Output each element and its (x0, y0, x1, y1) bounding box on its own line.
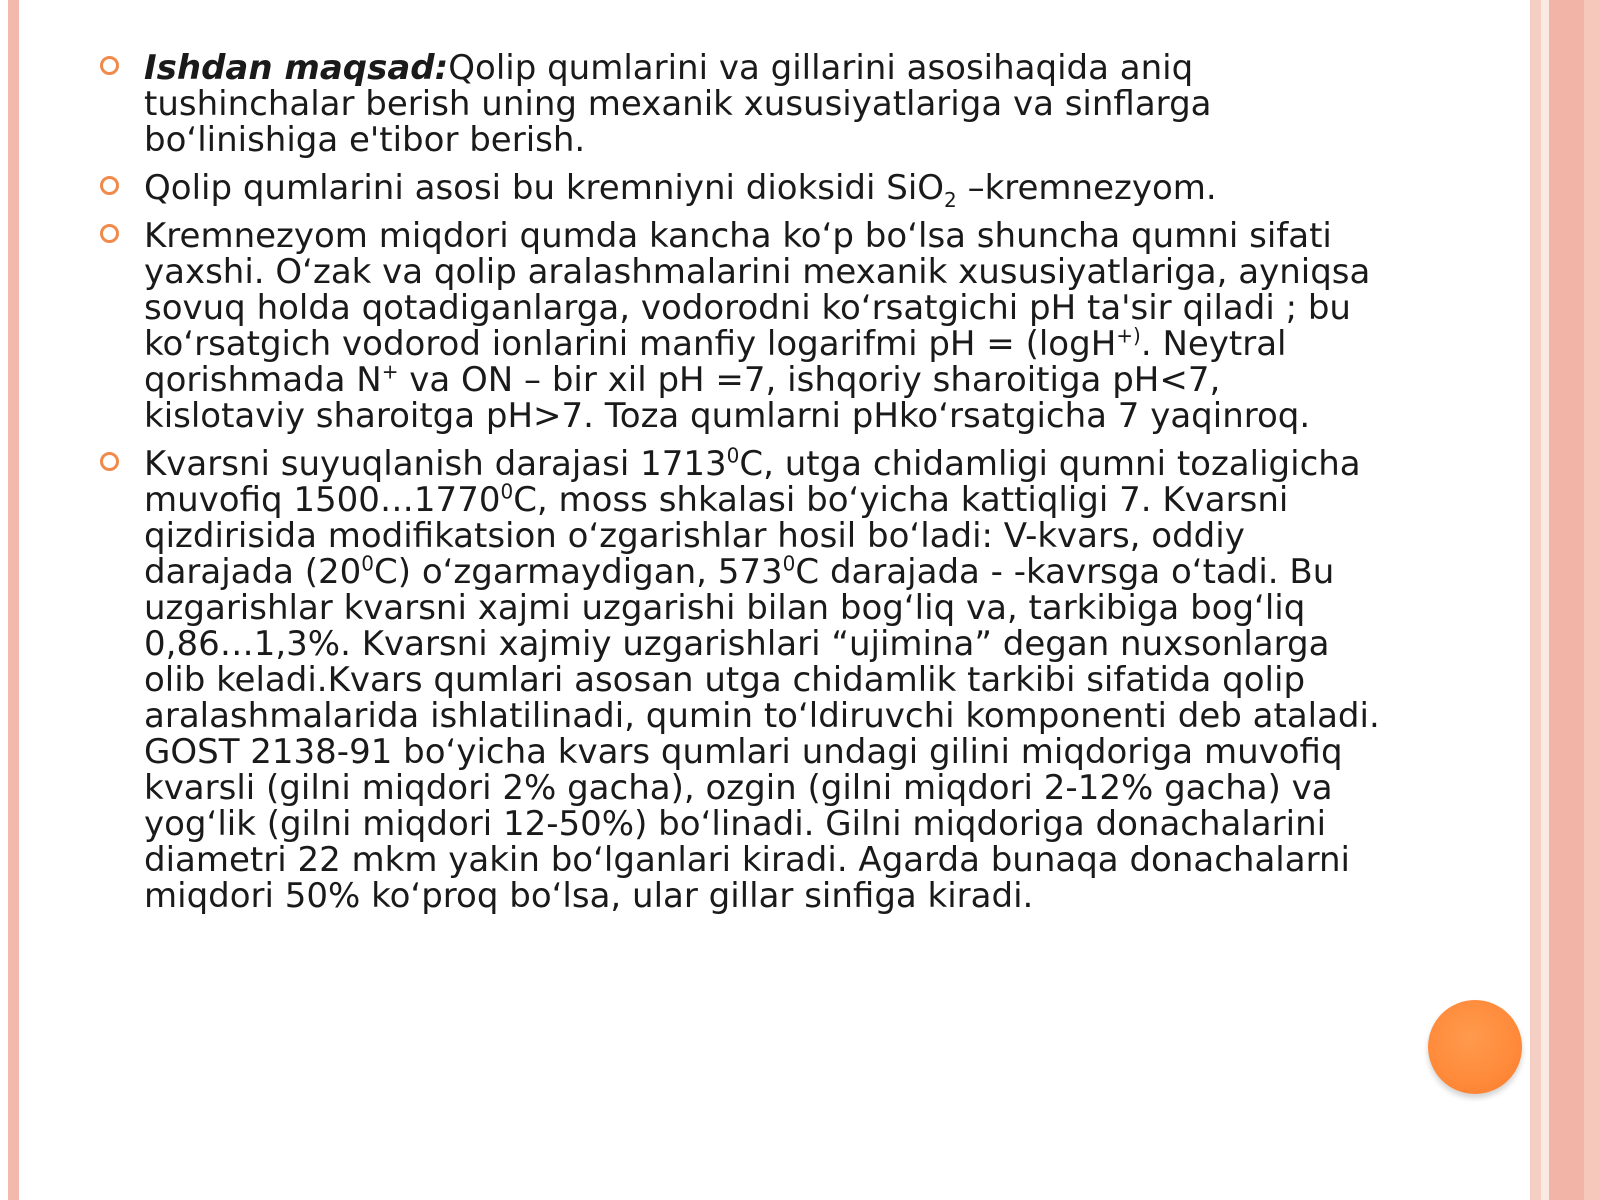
superscript: 0 (782, 551, 796, 576)
right-decor-band (1584, 0, 1600, 1200)
bullet-circle-icon (100, 224, 119, 243)
bullet-circle-icon (100, 176, 119, 195)
bullet-circle-icon (100, 452, 119, 471)
item-label: Ishdan maqsad: (144, 48, 449, 88)
bullet-list (100, 50, 1390, 926)
item-text: va ON – bir xil pH =7, ishqoriy sharoitiga pH<7, kislotaviy sharoitga pH>7. Toza qumlarni pHko‘rsatgicha 7 yaqinroq. (144, 360, 1311, 436)
item-text: Kremnezyom miqdori qumda kancha ko‘p bo‘lsa shuncha qumni sifati yaxshi. O‘zak va qolip aralashmalarini mexanik xususiyatlariga, ayniqsa sovuq holda qotadiganlarga, vodorodni ko‘rsatgichi pH ta'sir qiladi ; bu ko‘rsatgich vodorod ionlarini manfiy logarifmi pH = (logH (144, 216, 1371, 364)
superscript: 0 (500, 479, 514, 504)
bullet-item (100, 168, 1390, 212)
item-text: Qolip qumlarini asosi bu kremniyni dioksidi SiO (144, 168, 945, 208)
superscript: 0 (726, 443, 740, 468)
item-text: Kvarsni suyuqlanish darajasi 1713 (144, 444, 727, 484)
item-text: C darajada - -kavrsga o‘tadi. Bu uzgarishlar kvarsni xajmi uzgarishi bilan bog‘liq va, tarkibiga bog‘liq 0,86…1,3%. Kvarsni xajmiy uzgarishlari “ujimina” degan nuxsonlarga olib keladi.Kvars qumlari asosan utga chidamlik tarkibi sifatida qolip aralashmalarida ishlatilinadi, qumin to‘ldiruvchi komponenti deb ataladi. GOST 2138-91 bo‘yicha kvars qumlari undagi gilini miqdoriga muvofiq kvarsli (gilni miqdori 2% gacha), ozgin (gilni miqdori 2-12% gacha) va yog‘lik (gilni miqdori 12-50%) bo‘linadi. Gilni miqdoriga donachalarini diametri 22 mkm yakin bo‘lganlari kiradi. Agarda bunaqa donachalarni miqdori 50% ko‘proq bo‘lsa, ular gillar sinfiga kiradi. (144, 552, 1380, 916)
bullet-item (100, 443, 1390, 916)
subscript: 2 (944, 187, 957, 212)
item-text: –kremnezyom. (956, 168, 1217, 208)
item-text: Qolip qumlarini va gillarini asosihaqida aniq tushinchalar berish uning mexanik xususiyatlariga va sinflarga bo‘linishiga e'tibor berish. (144, 48, 1212, 160)
item-text: C, moss shkalasi bo‘yicha kattiqligi 7. Kvarsni qizdirisida modifikatsion o‘zgarishlar hosil bo‘ladi: V-kvars, oddiy darajada (20 (144, 480, 1289, 592)
bullet-item (100, 218, 1390, 434)
orange-circle-decor (1428, 1000, 1522, 1094)
superscript: 0 (361, 551, 374, 576)
bullet-item (100, 50, 1390, 158)
item-text: C) o‘zgarmaydigan, 573 (374, 552, 783, 592)
bullet-circle-icon (100, 56, 119, 75)
right-decor-band (1530, 0, 1541, 1200)
superscript: + (381, 359, 399, 384)
left-decor-stripe (8, 0, 19, 1200)
right-decor-band (1541, 0, 1549, 1200)
superscript: +) (1116, 323, 1141, 348)
item-text: . Neytral qorishmada N (144, 324, 1287, 400)
item-text: C, utga chidamligi qumni tozaligicha muvofiq 1500…1770 (144, 444, 1361, 520)
